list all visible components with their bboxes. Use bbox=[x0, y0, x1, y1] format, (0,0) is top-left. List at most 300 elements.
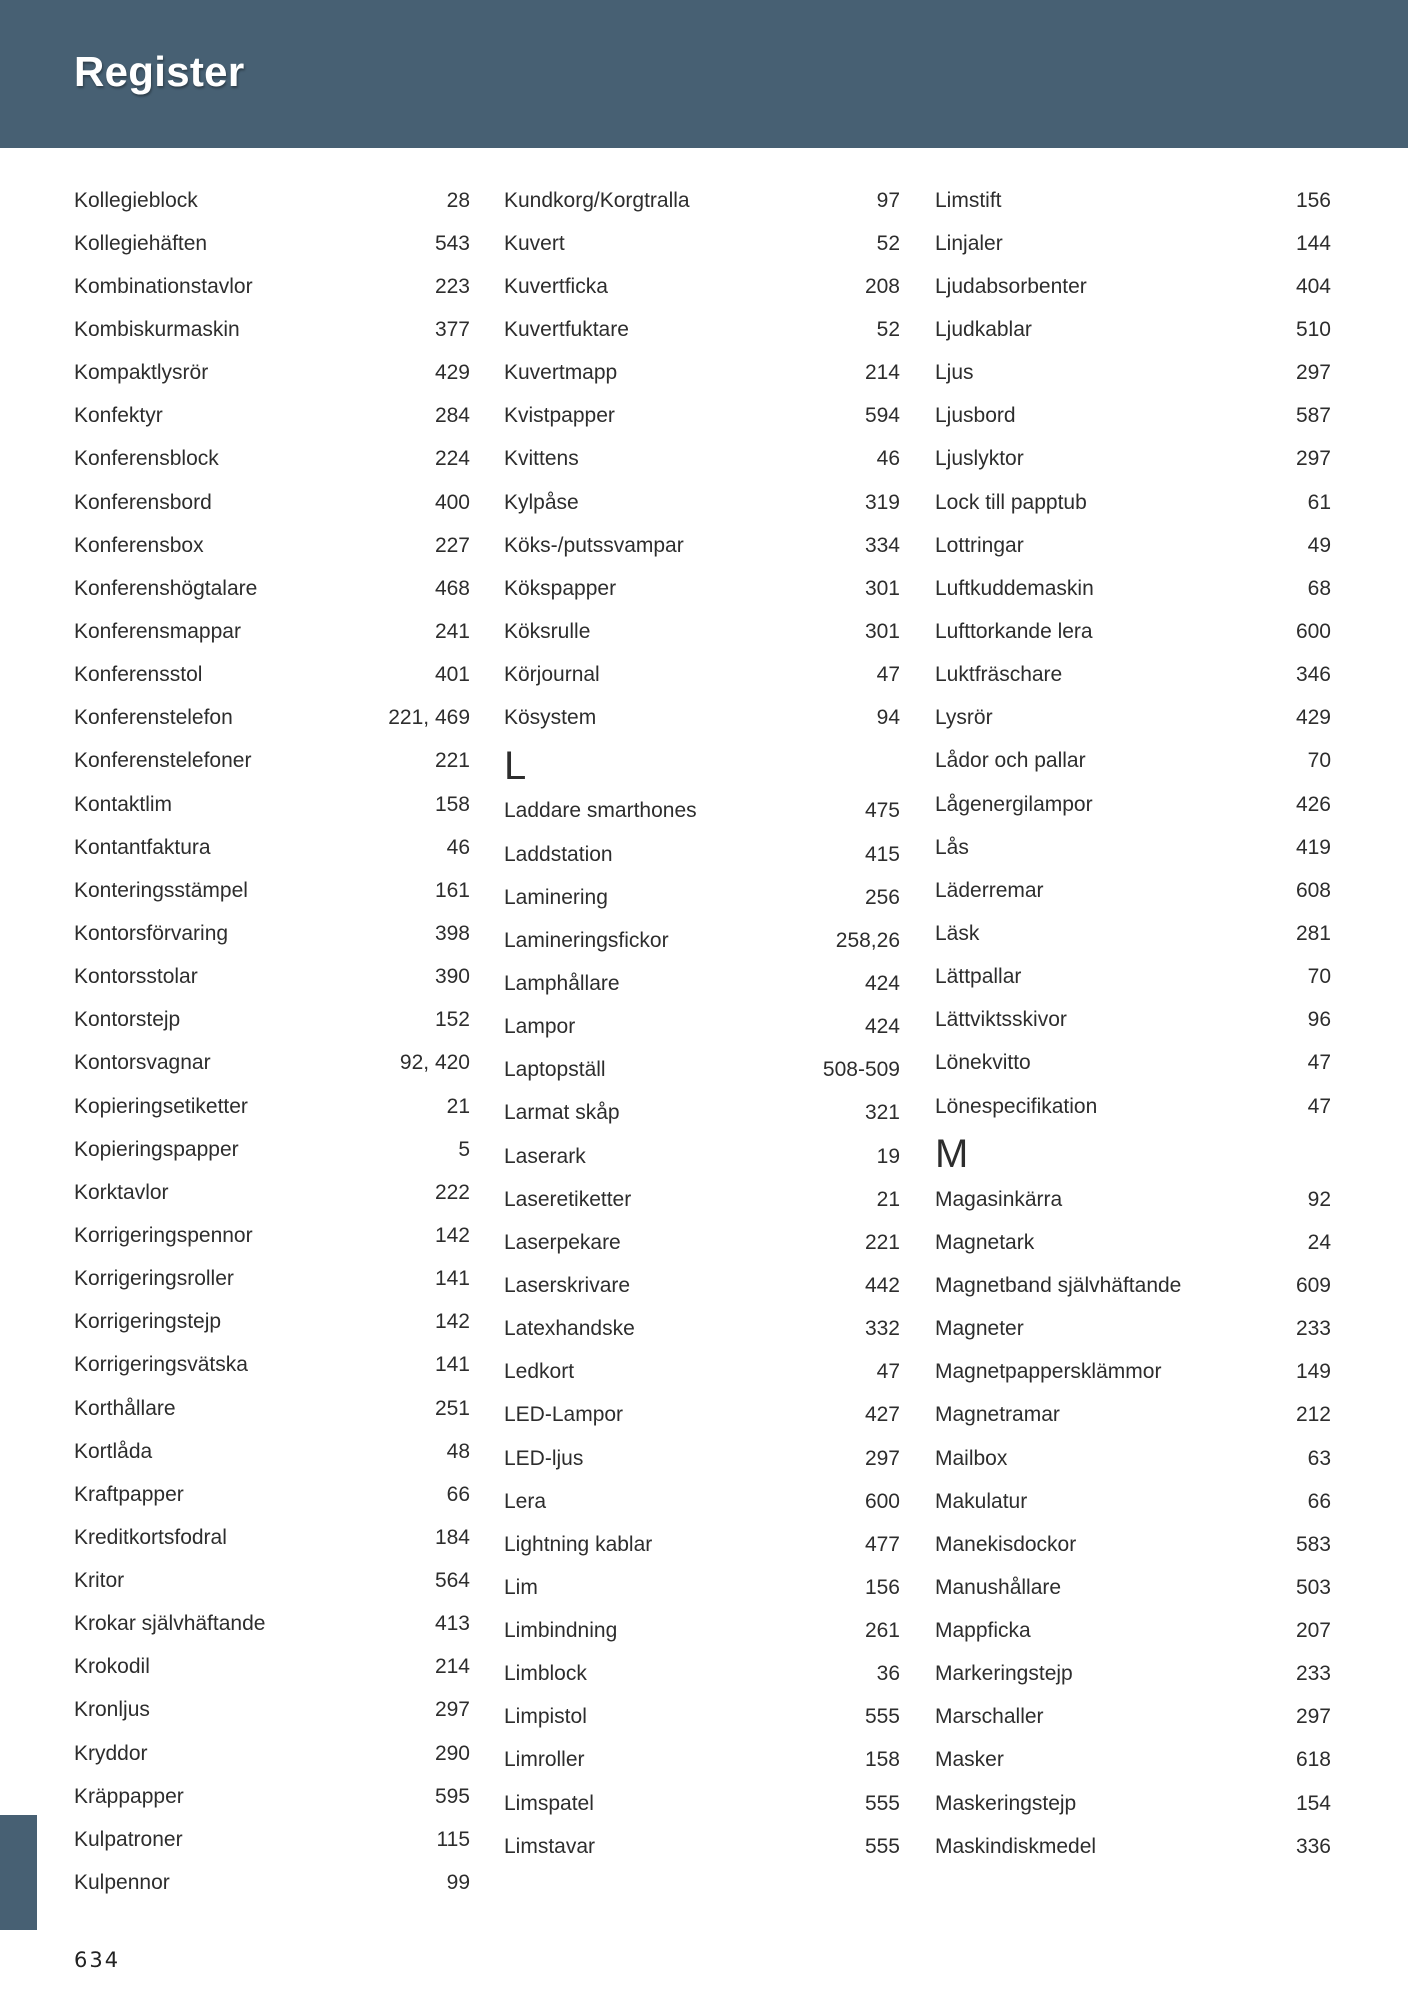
index-page-ref: 475 bbox=[864, 799, 900, 823]
index-term: Konferensbord bbox=[74, 490, 212, 514]
index-page-ref: 297 bbox=[1295, 447, 1331, 471]
index-entry bbox=[935, 1178, 1331, 1221]
index-entry bbox=[935, 395, 1331, 438]
index-term: Laserark bbox=[504, 1144, 586, 1168]
section-letter: L bbox=[504, 743, 527, 788]
index-page-ref: 256 bbox=[864, 885, 900, 909]
index-page-ref: 224 bbox=[434, 447, 470, 471]
index-term: Korrigeringstejp bbox=[74, 1310, 222, 1334]
index-term: Kuvertficka bbox=[504, 274, 608, 298]
index-page-ref: 156 bbox=[864, 1575, 900, 1599]
index-page-ref: 63 bbox=[1307, 1446, 1331, 1470]
index-entry bbox=[935, 1566, 1331, 1609]
index-entry bbox=[935, 1264, 1331, 1307]
index-page-ref: 227 bbox=[434, 533, 470, 557]
index-term: Kvittens bbox=[504, 447, 579, 471]
index-entry bbox=[504, 1566, 900, 1609]
index-page-ref: 223 bbox=[434, 274, 470, 298]
index-page-ref: 52 bbox=[876, 231, 900, 255]
index-entry bbox=[935, 222, 1331, 265]
index-page-ref: 68 bbox=[1307, 576, 1331, 600]
page-title: Register bbox=[74, 48, 245, 95]
index-entry bbox=[504, 438, 900, 481]
index-term: Lufttorkande lera bbox=[935, 619, 1093, 643]
index-entry bbox=[74, 1344, 470, 1387]
index-entry bbox=[74, 783, 470, 826]
index-page-ref: 564 bbox=[434, 1569, 470, 1593]
index-term: Kontorstejp bbox=[74, 1008, 181, 1032]
index-entry bbox=[504, 1480, 900, 1523]
index-entry bbox=[504, 790, 900, 833]
index-term: Kulpennor bbox=[74, 1871, 170, 1895]
index-entry bbox=[74, 1689, 470, 1732]
index-term: Kreditkortsfodral bbox=[74, 1525, 227, 1549]
index-term: Kuvertfuktare bbox=[504, 317, 629, 341]
index-entry bbox=[504, 481, 900, 524]
index-entry bbox=[504, 876, 900, 919]
index-term: Laptopställ bbox=[504, 1058, 606, 1082]
index-page-ref: 233 bbox=[1295, 1662, 1331, 1686]
index-term: Konferensbox bbox=[74, 533, 204, 557]
index-term: Konferenstelefon bbox=[74, 706, 233, 730]
index-entry bbox=[74, 1861, 470, 1904]
index-page-ref: 261 bbox=[864, 1619, 900, 1643]
index-entry bbox=[504, 1437, 900, 1480]
index-entry bbox=[504, 1092, 900, 1135]
index-term: Lönekvitto bbox=[935, 1051, 1031, 1075]
index-entry bbox=[74, 481, 470, 524]
section-letter: M bbox=[935, 1132, 969, 1177]
index-term: Limbindning bbox=[504, 1619, 618, 1643]
index-term: Kökspapper bbox=[504, 576, 617, 600]
index-page-ref: 429 bbox=[1295, 706, 1331, 730]
index-entry bbox=[74, 1301, 470, 1344]
index-term: Latexhandske bbox=[504, 1317, 635, 1341]
section-tab-marker bbox=[0, 1815, 37, 1930]
index-entry bbox=[74, 869, 470, 912]
index-term: Ljus bbox=[935, 361, 974, 385]
index-entry bbox=[504, 1394, 900, 1437]
index-entry bbox=[74, 352, 470, 395]
index-term: Lightning kablar bbox=[504, 1532, 653, 1556]
index-term: Kollegiehäften bbox=[74, 231, 208, 255]
index-page-ref: 297 bbox=[1295, 1705, 1331, 1729]
index-page-ref: 468 bbox=[434, 576, 470, 600]
index-term: Luftkuddemaskin bbox=[935, 576, 1094, 600]
index-page-ref: 600 bbox=[864, 1489, 900, 1513]
index-column-2 bbox=[504, 179, 900, 1868]
index-term: Masker bbox=[935, 1748, 1004, 1772]
index-term: Magneter bbox=[935, 1317, 1024, 1341]
index-term: Kombinationstavlor bbox=[74, 274, 253, 298]
index-term: Lågenergilampor bbox=[935, 792, 1093, 816]
index-page-ref: 221 bbox=[434, 749, 470, 773]
index-term: Kraftpapper bbox=[74, 1482, 184, 1506]
index-entry bbox=[935, 869, 1331, 912]
index-entry bbox=[74, 179, 470, 222]
index-page-ref: 144 bbox=[1295, 231, 1331, 255]
index-page-ref: 281 bbox=[1295, 921, 1331, 945]
index-term: Lim bbox=[504, 1575, 538, 1599]
index-entry bbox=[935, 1480, 1331, 1523]
index-term: Lock till papptub bbox=[935, 490, 1087, 514]
index-page-ref: 618 bbox=[1295, 1748, 1331, 1772]
index-page-ref: 66 bbox=[1307, 1489, 1331, 1513]
index-term: Krokodil bbox=[74, 1655, 150, 1679]
index-term: Korktavlor bbox=[74, 1180, 169, 1204]
index-entry bbox=[935, 1739, 1331, 1782]
index-entry bbox=[504, 1696, 900, 1739]
index-entry bbox=[74, 1516, 470, 1559]
index-page-ref: 24 bbox=[1307, 1230, 1331, 1254]
index-page-ref: 142 bbox=[434, 1310, 470, 1334]
index-term: Kuvertmapp bbox=[504, 361, 618, 385]
index-page-ref: 52 bbox=[876, 317, 900, 341]
index-entry bbox=[504, 1006, 900, 1049]
index-page-ref: 555 bbox=[864, 1791, 900, 1815]
page-number: 634 bbox=[74, 1948, 121, 1972]
index-term: Konfektyr bbox=[74, 404, 163, 428]
index-page-ref: 415 bbox=[864, 842, 900, 866]
index-entry bbox=[504, 567, 900, 610]
index-page-ref: 156 bbox=[1295, 188, 1331, 212]
index-term: Lönespecifikation bbox=[935, 1094, 1098, 1118]
index-page-ref: 97 bbox=[876, 188, 900, 212]
index-entry bbox=[74, 1258, 470, 1301]
index-entry bbox=[74, 524, 470, 567]
index-page-ref: 99 bbox=[446, 1871, 470, 1895]
index-page-ref: 96 bbox=[1307, 1008, 1331, 1032]
index-page-ref: 47 bbox=[876, 663, 900, 687]
index-entry bbox=[504, 395, 900, 438]
index-entry bbox=[74, 1560, 470, 1603]
index-page-ref: 336 bbox=[1295, 1834, 1331, 1858]
index-page-ref: 115 bbox=[436, 1827, 470, 1851]
index-page-ref: 66 bbox=[446, 1482, 470, 1506]
index-page-ref: 154 bbox=[1295, 1791, 1331, 1815]
index-term: Kontaktlim bbox=[74, 792, 173, 816]
index-term: Limroller bbox=[504, 1748, 585, 1772]
index-page-ref: 319 bbox=[864, 490, 900, 514]
index-entry bbox=[504, 610, 900, 653]
index-entry bbox=[935, 826, 1331, 869]
index-entry bbox=[935, 524, 1331, 567]
index-page-ref: 221, 469 bbox=[388, 706, 470, 730]
index-page-ref: 297 bbox=[1295, 361, 1331, 385]
index-term: Lättpallar bbox=[935, 965, 1022, 989]
index-term: Kollegieblock bbox=[74, 188, 198, 212]
index-page-ref: 424 bbox=[864, 1015, 900, 1039]
index-page-ref: 404 bbox=[1295, 274, 1331, 298]
index-page-ref: 142 bbox=[434, 1223, 470, 1247]
index-page-ref: 426 bbox=[1295, 792, 1331, 816]
index-term: Konferensblock bbox=[74, 447, 219, 471]
index-term: Lysrör bbox=[935, 706, 993, 730]
index-term: Kompaktlysrör bbox=[74, 361, 209, 385]
index-entry bbox=[504, 1135, 900, 1178]
index-term: Kryddor bbox=[74, 1741, 148, 1765]
index-term: Limstift bbox=[935, 188, 1002, 212]
index-entry bbox=[935, 999, 1331, 1042]
index-term: Kösystem bbox=[504, 706, 597, 730]
index-entry bbox=[935, 1308, 1331, 1351]
index-entry bbox=[504, 179, 900, 222]
index-term: Laserskrivare bbox=[504, 1273, 631, 1297]
index-term: LED-Lampor bbox=[504, 1403, 624, 1427]
index-entry bbox=[935, 783, 1331, 826]
index-entry bbox=[935, 265, 1331, 308]
index-entry bbox=[935, 740, 1331, 783]
index-term: Manekisdockor bbox=[935, 1532, 1077, 1556]
index-page-ref: 301 bbox=[864, 576, 900, 600]
index-term: Kopieringspapper bbox=[74, 1137, 239, 1161]
index-entry bbox=[74, 1042, 470, 1085]
index-term: Korrigeringspennor bbox=[74, 1223, 253, 1247]
index-entry bbox=[504, 1308, 900, 1351]
index-page-ref: 297 bbox=[864, 1446, 900, 1470]
index-term: Magnetpappersklämmor bbox=[935, 1360, 1162, 1384]
index-term: Kontorsförvaring bbox=[74, 921, 229, 945]
index-page-ref: 284 bbox=[434, 404, 470, 428]
index-page-ref: 608 bbox=[1295, 878, 1331, 902]
index-term: Köksrulle bbox=[504, 619, 591, 643]
index-page-ref: 290 bbox=[434, 1741, 470, 1765]
index-page-ref: 400 bbox=[434, 490, 470, 514]
index-term: Magasinkärra bbox=[935, 1187, 1063, 1211]
index-page-ref: 47 bbox=[1307, 1051, 1331, 1075]
index-term: Lampor bbox=[504, 1015, 576, 1039]
index-term: Korrigeringsvätska bbox=[74, 1353, 248, 1377]
index-entry bbox=[504, 697, 900, 740]
index-page-ref: 141 bbox=[434, 1267, 470, 1291]
index-page-ref: 510 bbox=[1295, 317, 1331, 341]
index-term: Kvistpapper bbox=[504, 404, 615, 428]
index-entry bbox=[504, 1739, 900, 1782]
index-term: Lottringar bbox=[935, 533, 1024, 557]
index-page-ref: 555 bbox=[864, 1705, 900, 1729]
index-entry bbox=[504, 1653, 900, 1696]
index-page-ref: 413 bbox=[434, 1612, 470, 1636]
index-term: Larmat skåp bbox=[504, 1101, 620, 1125]
index-term: Laddare smarthones bbox=[504, 799, 697, 823]
index-page-ref: 222 bbox=[434, 1180, 470, 1204]
index-entry bbox=[935, 1085, 1331, 1128]
index-page-ref: 92, 420 bbox=[399, 1051, 470, 1075]
index-entry bbox=[74, 567, 470, 610]
index-entry bbox=[74, 222, 470, 265]
index-page-ref: 609 bbox=[1295, 1273, 1331, 1297]
index-page-ref: 595 bbox=[434, 1784, 470, 1808]
index-term: Lamphållare bbox=[504, 971, 620, 995]
index-term: Limspatel bbox=[504, 1791, 594, 1815]
index-entry bbox=[935, 1825, 1331, 1868]
index-entry bbox=[504, 1221, 900, 1264]
index-entry bbox=[504, 1049, 900, 1092]
index-entry bbox=[504, 1523, 900, 1566]
index-entry bbox=[504, 1178, 900, 1221]
index-page-ref: 5 bbox=[458, 1137, 470, 1161]
index-page-ref: 583 bbox=[1295, 1532, 1331, 1556]
index-term: Maskindiskmedel bbox=[935, 1834, 1097, 1858]
index-page-ref: 251 bbox=[434, 1396, 470, 1420]
index-entry bbox=[504, 833, 900, 876]
index-entry bbox=[74, 740, 470, 783]
index-page-ref: 346 bbox=[1295, 663, 1331, 687]
index-entry bbox=[935, 1696, 1331, 1739]
index-term: Krokar självhäftande bbox=[74, 1612, 266, 1636]
index-term: Kräppapper bbox=[74, 1784, 184, 1808]
index-term: Korthållare bbox=[74, 1396, 176, 1420]
index-entry bbox=[74, 1128, 470, 1171]
index-term: Körjournal bbox=[504, 663, 600, 687]
index-term: Laserpekare bbox=[504, 1230, 621, 1254]
index-page-ref: 47 bbox=[1307, 1094, 1331, 1118]
index-page-ref: 390 bbox=[434, 965, 470, 989]
index-term: Konferensmappar bbox=[74, 619, 241, 643]
index-entry bbox=[504, 524, 900, 567]
index-term: Kombiskurmaskin bbox=[74, 317, 240, 341]
index-page-ref: 334 bbox=[864, 533, 900, 557]
index-entry bbox=[74, 654, 470, 697]
index-entry bbox=[935, 352, 1331, 395]
index-entry bbox=[504, 222, 900, 265]
index-page-ref: 233 bbox=[1295, 1317, 1331, 1341]
index-entry bbox=[74, 1171, 470, 1214]
index-entry bbox=[504, 308, 900, 351]
index-page-ref: 92 bbox=[1307, 1187, 1331, 1211]
index-term: Kronljus bbox=[74, 1698, 150, 1722]
index-page-ref: 158 bbox=[434, 792, 470, 816]
index-entry bbox=[74, 697, 470, 740]
index-entry bbox=[74, 395, 470, 438]
index-page-ref: 208 bbox=[864, 274, 900, 298]
index-page-ref: 161 bbox=[434, 878, 470, 902]
index-term: Ljusbord bbox=[935, 404, 1016, 428]
index-term: Lås bbox=[935, 835, 969, 859]
index-entry bbox=[935, 1782, 1331, 1825]
index-page-ref: 587 bbox=[1295, 404, 1331, 428]
index-page-ref: 321 bbox=[864, 1101, 900, 1125]
index-entry bbox=[504, 1825, 900, 1868]
index-entry bbox=[935, 1394, 1331, 1437]
index-page-ref: 184 bbox=[434, 1525, 470, 1549]
index-term: Kontantfaktura bbox=[74, 835, 211, 859]
index-page-ref: 427 bbox=[864, 1403, 900, 1427]
index-term: Konferensstol bbox=[74, 663, 203, 687]
index-entry bbox=[935, 481, 1331, 524]
index-entry bbox=[74, 1387, 470, 1430]
index-entry bbox=[74, 1085, 470, 1128]
index-term: Köks-/putssvampar bbox=[504, 533, 684, 557]
index-entry bbox=[74, 1646, 470, 1689]
index-page-ref: 600 bbox=[1295, 619, 1331, 643]
index-entry bbox=[935, 912, 1331, 955]
index-entry bbox=[935, 179, 1331, 222]
index-page-ref: 207 bbox=[1295, 1619, 1331, 1643]
index-entry bbox=[74, 1732, 470, 1775]
index-term: Kopieringsetiketter bbox=[74, 1094, 248, 1118]
index-entry bbox=[504, 1351, 900, 1394]
index-page-ref: 46 bbox=[446, 835, 470, 859]
index-term: Konferenshögtalare bbox=[74, 576, 258, 600]
index-term: Ljudkablar bbox=[935, 317, 1032, 341]
index-term: Mappficka bbox=[935, 1619, 1031, 1643]
index-term: Kylpåse bbox=[504, 490, 579, 514]
index-page-ref: 149 bbox=[1295, 1360, 1331, 1384]
index-page-ref: 61 bbox=[1307, 490, 1331, 514]
index-page-ref: 21 bbox=[446, 1094, 470, 1118]
index-term: Kontorsstolar bbox=[74, 965, 198, 989]
index-term: Makulatur bbox=[935, 1489, 1028, 1513]
index-page-ref: 48 bbox=[446, 1439, 470, 1463]
index-term: Luktfräschare bbox=[935, 663, 1063, 687]
index-entry bbox=[74, 1603, 470, 1646]
index-entry bbox=[74, 265, 470, 308]
index-term: Markeringstejp bbox=[935, 1662, 1073, 1686]
index-term: Lamineringsfickor bbox=[504, 928, 669, 952]
index-page-ref: 221 bbox=[864, 1230, 900, 1254]
index-entry bbox=[504, 265, 900, 308]
index-page-ref: 152 bbox=[434, 1008, 470, 1032]
index-entry bbox=[504, 1610, 900, 1653]
index-term: Ljudabsorbenter bbox=[935, 274, 1087, 298]
index-page-ref: 424 bbox=[864, 971, 900, 995]
index-page-ref: 70 bbox=[1307, 965, 1331, 989]
index-term: Konferenstelefoner bbox=[74, 749, 252, 773]
index-page-ref: 508-509 bbox=[822, 1058, 900, 1082]
index-page-ref: 258,26 bbox=[835, 928, 900, 952]
index-entry bbox=[935, 308, 1331, 351]
index-term: Limblock bbox=[504, 1662, 587, 1686]
index-page-ref: 503 bbox=[1295, 1575, 1331, 1599]
index-entry bbox=[74, 1214, 470, 1257]
index-entry bbox=[504, 1782, 900, 1825]
index-term: Läsk bbox=[935, 921, 980, 945]
index-page-ref: 398 bbox=[434, 921, 470, 945]
index-entry bbox=[504, 352, 900, 395]
index-page-ref: 419 bbox=[1295, 835, 1331, 859]
index-term: Kritor bbox=[74, 1569, 125, 1593]
index-entry bbox=[504, 1264, 900, 1307]
index-page-ref: 214 bbox=[864, 361, 900, 385]
index-column-1 bbox=[74, 179, 470, 1905]
index-term: Marschaller bbox=[935, 1705, 1044, 1729]
index-term: Ledkort bbox=[504, 1360, 575, 1384]
index-page-ref: 212 bbox=[1295, 1403, 1331, 1427]
index-term: Mailbox bbox=[935, 1446, 1008, 1470]
index-term: Lådor och pallar bbox=[935, 749, 1086, 773]
index-term: LED-ljus bbox=[504, 1446, 584, 1470]
index-page-ref: 28 bbox=[446, 188, 470, 212]
index-term: Linjaler bbox=[935, 231, 1003, 255]
index-entry bbox=[935, 1653, 1331, 1696]
index-term: Kontorsvagnar bbox=[74, 1051, 211, 1075]
index-entry bbox=[935, 956, 1331, 999]
index-entry bbox=[935, 438, 1331, 481]
index-entry bbox=[935, 654, 1331, 697]
index-entry bbox=[74, 1473, 470, 1516]
index-entry bbox=[74, 610, 470, 653]
index-entry bbox=[935, 1351, 1331, 1394]
index-page-ref: 141 bbox=[434, 1353, 470, 1377]
index-entry bbox=[74, 912, 470, 955]
index-page-ref: 19 bbox=[876, 1144, 900, 1168]
index-page-ref: 94 bbox=[876, 706, 900, 730]
index-page-ref: 47 bbox=[876, 1360, 900, 1384]
index-page-ref: 70 bbox=[1307, 749, 1331, 773]
index-page-ref: 214 bbox=[434, 1655, 470, 1679]
index-term: Laminering bbox=[504, 885, 608, 909]
